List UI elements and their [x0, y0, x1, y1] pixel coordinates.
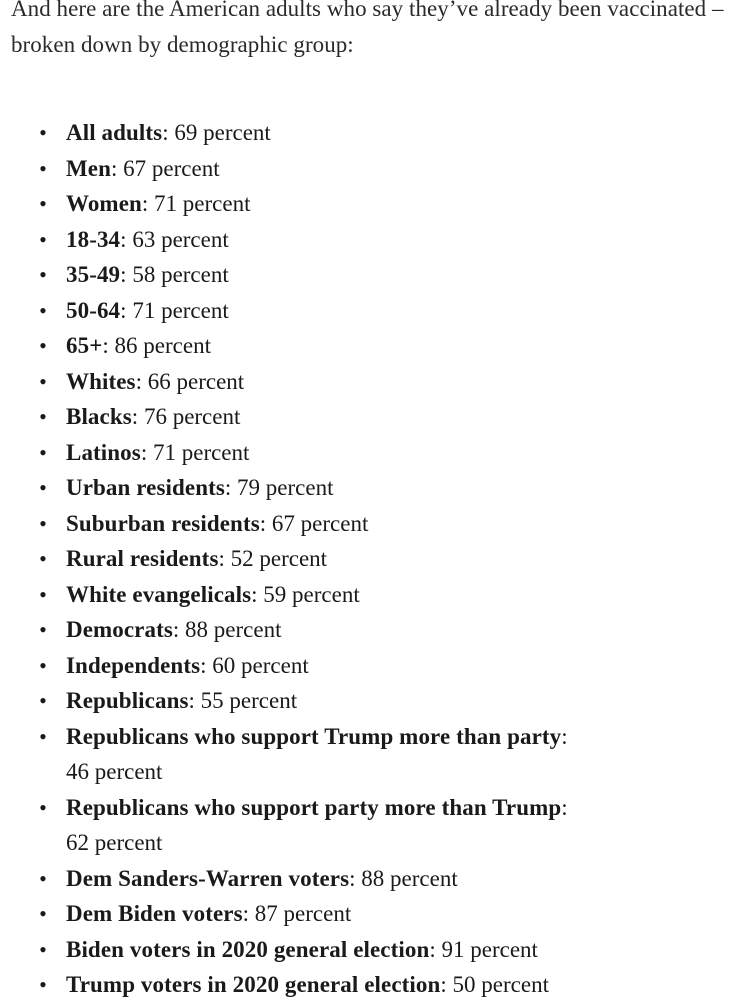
bullet-icon: •: [39, 581, 47, 607]
group-label: Republicans who support party more than Trump: [66, 794, 562, 820]
article-body: [11, 0, 735, 997]
list-item: • Blacks: 76 percent: [66, 399, 731, 435]
group-label: Suburban residents: [66, 510, 260, 536]
group-label: 35-49: [66, 262, 121, 287]
group-label: Urban residents: [66, 475, 225, 500]
group-value: 52 percent: [230, 546, 328, 571]
list-item: • 65+: 86 percent: [66, 328, 731, 364]
list-item: • Urban residents: 79 percent: [66, 470, 731, 506]
bullet-icon: •: [39, 475, 47, 500]
list-item: • All adults: 69 percent: [66, 115, 731, 151]
group-value: 67 percent: [271, 510, 369, 536]
group-value: 67 percent: [123, 155, 220, 181]
group-label: Dem Sanders-Warren voters: [66, 865, 350, 891]
list-item: • Whites: 66 percent: [66, 364, 731, 400]
group-label: 50-64: [66, 297, 121, 323]
list-item: • Trump voters in 2020 general election: 50 percent: [66, 967, 731, 1003]
group-label: Democrats: [66, 617, 173, 642]
bullet-icon: •: [39, 652, 47, 678]
group-value: 71 percent: [154, 191, 251, 216]
group-label: Trump voters in 2020 general election: [66, 972, 441, 997]
group-value: 62 percent: [66, 830, 163, 855]
list-item: • Men: 67 percent: [66, 151, 731, 187]
list-item: • 18-34: 63 percent: [66, 222, 731, 258]
bullet-icon: •: [39, 546, 47, 571]
list-item: • 35-49: 58 percent: [66, 257, 731, 293]
list-item: • White evangelicals: 59 percent: [66, 577, 731, 613]
bullet-icon: •: [39, 794, 47, 820]
group-label: All adults: [66, 120, 163, 145]
bullet-icon: •: [39, 936, 47, 962]
group-label: Independents: [66, 652, 201, 678]
bullet-icon: •: [39, 972, 47, 997]
list-item: • Latinos: 71 percent: [66, 435, 731, 471]
list-item: • Dem Sanders-Warren voters: 88 percent: [66, 861, 731, 897]
group-label: Rural residents: [66, 546, 219, 571]
bullet-icon: •: [39, 120, 47, 145]
group-value: 91 percent: [441, 936, 538, 962]
list-item: • Dem Biden voters: 87 percent: [66, 896, 731, 932]
group-label: Republicans who support Trump more than party: [66, 723, 562, 749]
group-label: Latinos: [66, 439, 141, 465]
bullet-icon: •: [39, 191, 47, 216]
intro-paragraph: And here are the American adults who say they’ve already been vaccinated – broken down by demographic group:: [11, 0, 724, 57]
group-value: 86 percent: [114, 333, 211, 358]
group-value: 66 percent: [147, 368, 245, 394]
group-value: 58 percent: [132, 262, 229, 287]
bullet-icon: •: [39, 404, 47, 429]
list-item: • Independents: 60 percent: [66, 648, 731, 684]
group-value: 79 percent: [237, 475, 334, 500]
bullet-icon: •: [39, 688, 47, 713]
bullet-icon: •: [39, 333, 47, 358]
bullet-icon: •: [39, 901, 47, 926]
group-value: 88 percent: [361, 865, 458, 891]
list-item: • Republicans: 55 percent: [66, 683, 731, 719]
group-label: Women: [66, 191, 142, 216]
group-value: 88 percent: [185, 617, 282, 642]
list-item: • Biden voters in 2020 general election: 91 percent: [66, 932, 731, 968]
group-value: 60 percent: [212, 652, 309, 678]
bullet-icon: •: [39, 617, 47, 642]
list-item: • Democrats: 88 percent: [66, 612, 731, 648]
group-label: 65+: [66, 333, 103, 358]
group-value: 76 percent: [143, 404, 241, 429]
group-label: Biden voters in 2020 general election: [66, 936, 430, 962]
group-value: 50 percent: [452, 972, 549, 997]
group-value: 69 percent: [174, 120, 271, 145]
list-item: • Suburban residents: 67 percent: [66, 506, 731, 542]
bullet-icon: •: [39, 262, 47, 287]
bullet-icon: •: [39, 297, 47, 323]
group-value: 71 percent: [132, 297, 229, 323]
list-item: • Women: 71 percent: [66, 186, 731, 222]
bullet-icon: •: [39, 723, 47, 749]
group-value: 55 percent: [200, 688, 298, 713]
group-value: 59 percent: [263, 581, 360, 607]
group-label: Whites: [66, 368, 136, 394]
group-label: White evangelicals: [66, 581, 252, 607]
group-label: Blacks: [66, 404, 132, 429]
list-item: • Republicans who support Trump more than party: 46 percent: [66, 719, 731, 790]
group-label: Men: [66, 155, 112, 181]
group-label: Republicans: [66, 688, 189, 713]
bullet-icon: •: [39, 226, 47, 252]
group-label: Dem Biden voters: [66, 901, 243, 926]
bullet-icon: •: [39, 155, 47, 181]
group-label: 18-34: [66, 226, 121, 252]
bullet-icon: •: [39, 439, 47, 465]
demographic-list: [39, 115, 731, 1003]
bullet-icon: •: [39, 865, 47, 891]
group-value: 71 percent: [152, 439, 250, 465]
list-item: • Republicans who support party more than Trump: 62 percent: [66, 790, 731, 861]
group-value: 46 percent: [66, 759, 163, 784]
list-item: • Rural residents: 52 percent: [66, 541, 731, 577]
group-value: 87 percent: [254, 901, 352, 926]
list-item: • 50-64: 71 percent: [66, 293, 731, 329]
group-value: 63 percent: [132, 226, 229, 252]
bullet-icon: •: [39, 368, 47, 394]
bullet-icon: •: [39, 510, 47, 536]
